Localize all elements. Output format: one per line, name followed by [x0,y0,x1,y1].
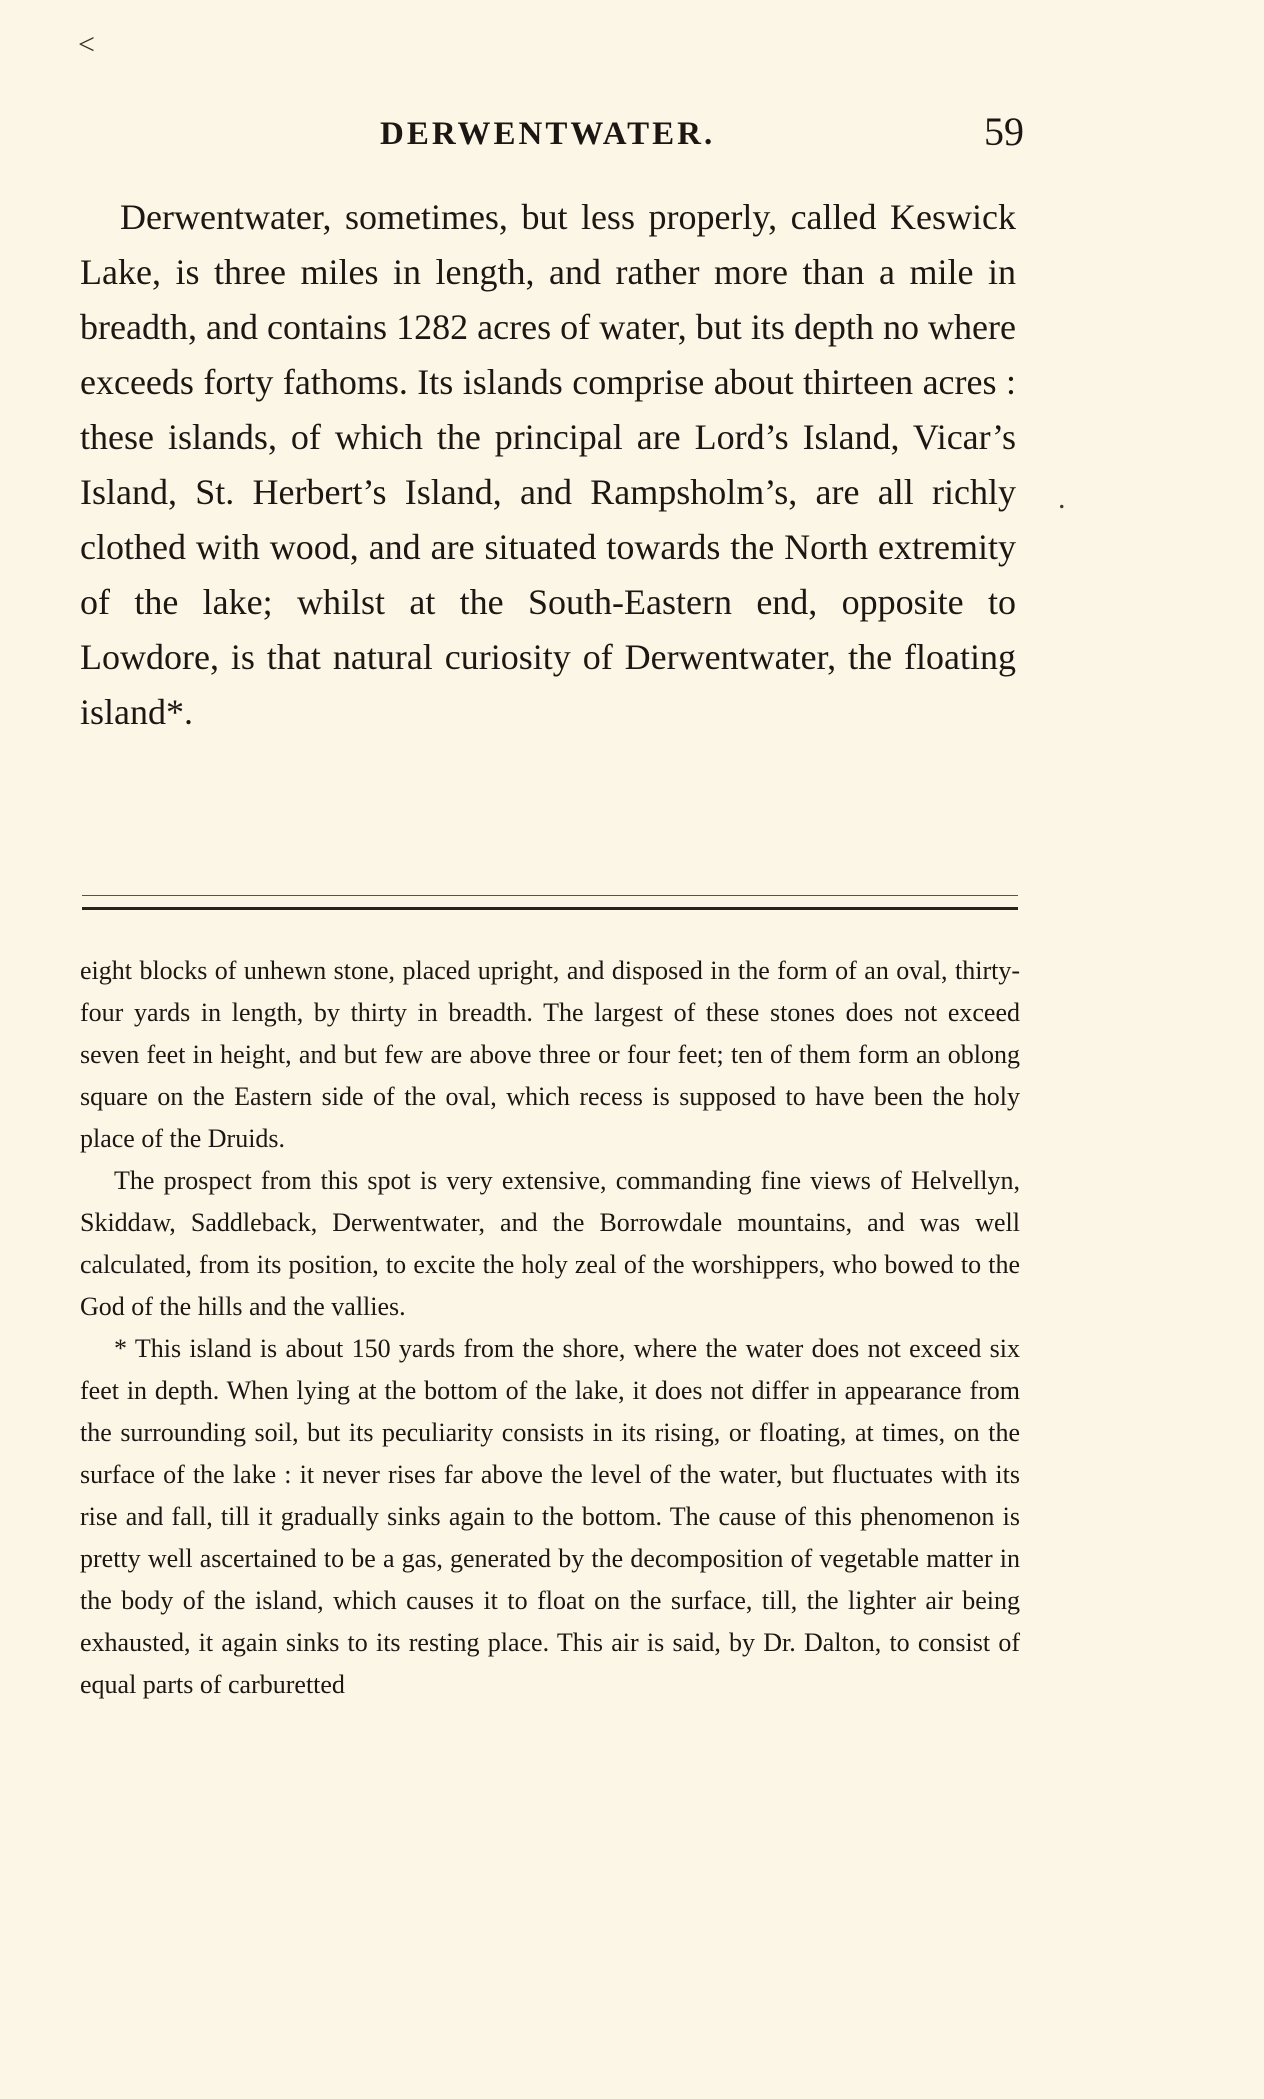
page-number: 59 [984,109,1024,154]
footnote-paragraph: The prospect from this spot is very extensive, commanding fine views of Helvellyn, Skiddaw, Saddleback, Derwentwater, and the Borrowdale mountains, and was well calculated, from its position, to excite the holy zeal of the worshippers, who bowed to the God of the hills and the vallies. [80,1166,1020,1321]
stray-mark: . [1058,482,1066,515]
main-paragraph: Derwentwater, sometimes, but less properly, called Keswick Lake, is three miles in length, and rather more than a mile in breadth, and contains 1282 acres of water, but its depth no where exceeds forty fathoms. Its islands comprise about thirteen acres : these islands, of which the principal are Lord’s Island, Vicar’s Island, St. Herbert’s Island, and Rampsholm’s, are all richly clothed with wood, and are situated towards the North extremity of the lake; whilst at the South-Eastern end, opposite to Lowdore, is that natural curiosity of Derwentwater, the floating island*. [80,197,1016,732]
footnote-rule-thin [82,895,1018,896]
footnote-continuation: eight blocks of unhewn stone, placed upright, and disposed in the form of an oval, thirty-four yards in length, by thirty in breadth. The largest of these stones does not exceed seven feet in height, and but few are above three or four feet; ten of them form an oblong square on the Eastern side of the oval, which recess is supposed to have been the holy place of the Druids. [80,956,1020,1153]
running-header-title: DERWENTWATER. [380,116,716,152]
footnotes [80,950,1020,1706]
page-mark: < [78,28,95,61]
footnote-rule-thick [82,907,1018,910]
footnote-floating-island: * This island is about 150 yards from the shore, where the water does not exceed six feet in depth. When lying at the bottom of the lake, it does not differ in appearance from the surrounding soil, but its peculiarity consists in its rising, or floating, at times, on the surface of the lake : it never rises far above the level of the water, but fluctuates with its rise and fall, till it gradually sinks again to the bottom. The cause of this phenomenon is pretty well ascertained to be a gas, generated by the decomposition of vegetable matter in the body of the island, which causes it to float on the surface, till, the lighter air being exhausted, it again sinks to its resting place. This air is said, by Dr. Dalton, to consist of equal parts of carburetted [80,1334,1020,1699]
